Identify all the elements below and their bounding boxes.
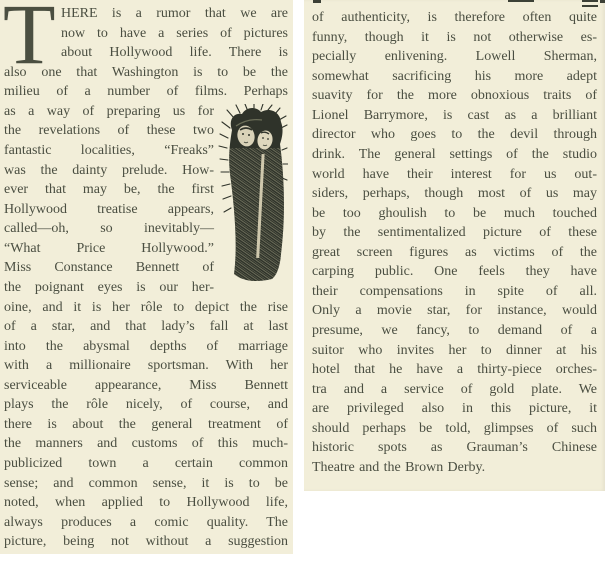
text-line: presume, we fancy, to demand of a [312, 323, 597, 338]
text-line: Miss Constance Bennett of [4, 260, 214, 276]
two-figures-illustration [218, 104, 288, 294]
text-line: carping public. One feels they have [312, 264, 597, 280]
text-line: funny, though it is not otherwise es- [312, 29, 597, 45]
text-line: hotel that he have a thirty-piece orches- [312, 362, 597, 378]
text-line: by the sentimentalized picture of these [312, 225, 597, 241]
text-line: now to have a series of pictures [61, 25, 288, 41]
text-line: the manners and customs of this much- [4, 436, 288, 452]
drop-cap [3, 0, 61, 82]
text-line: plays the rôle nicely, of course, and [4, 397, 288, 413]
text-line: serviceable appearance, Miss Bennett [4, 377, 288, 393]
text-line: into the abysmal depths of marriage [4, 338, 288, 354]
woodcut-illustration-svg [218, 104, 288, 284]
text-line: always produces a comic quality. The [4, 514, 288, 530]
text-line: “What Price Hollywood.” [4, 240, 214, 256]
text-line: Lionel Barrymore, is cast as a brilliant [312, 107, 597, 123]
cropped-text-remnant [582, 0, 598, 2]
text-line: great screen figures as victims of the [312, 244, 597, 260]
text-line: drink. The general settings of the studio [312, 146, 597, 162]
text-line: with a millionaire sportsman. With her [4, 358, 288, 374]
text-line: called—oh, so inevitably— [4, 221, 214, 237]
text-line: HERE is a rumor that we are [61, 6, 288, 21]
text-line: picture, being not without a suggestion [4, 534, 288, 550]
text-wrap-section [4, 102, 288, 298]
text-line: there is about the general treatment of [4, 416, 288, 432]
text-line: the poignant eyes is our her- [4, 279, 214, 295]
right-column [304, 0, 605, 491]
text-line: noted, when applied to Hollywood life, [4, 495, 288, 511]
cropped-text-remnant [313, 0, 321, 3]
text-line: are privileged also in this picture, it [312, 401, 597, 417]
right-column-lines [312, 8, 597, 478]
text-line: pecially enlivening. Lowell Sherman, [312, 49, 597, 65]
text-line: Hollywood treatise appears, [4, 201, 214, 217]
text-line: sense; and common sense, it is to be [4, 475, 288, 491]
text-line: milieu of a number of films. Perhaps [4, 84, 288, 100]
text-line: tra and a service of gold plate. We [312, 381, 597, 397]
text-line: the revelations of these two [4, 123, 214, 139]
text-line: somewhat sacrificing his more adept [312, 68, 597, 84]
text-line: should perhaps be told, glimpses of such [312, 420, 597, 436]
cropped-text-remnant [600, 0, 605, 3]
left-full-lines-lower [4, 298, 288, 552]
text-line: fantastic localities, “Freaks” [4, 142, 214, 158]
drop-cap-letter: T [3, 0, 56, 82]
text-line: suitor who invites her to dinner at his [312, 342, 597, 358]
text-line: oine, and it is her rôle to depict the rise [4, 299, 288, 315]
text-line: about Hollywood life. There is [61, 45, 288, 61]
text-line: was the dainty prelude. How- [4, 162, 214, 178]
text-line: of authenticity, is therefore often quite [312, 10, 597, 25]
cropped-text-remnant [582, 5, 598, 7]
text-line: siders, perhaps, though most of us may [312, 186, 597, 202]
text-line: historic spots as Grauman’s Chinese [312, 440, 597, 456]
text-line: ever that may be, the first [4, 182, 214, 198]
text-line: publicized town a certain common [4, 456, 288, 471]
text-line: Theatre and the Brown Derby. [312, 459, 486, 475]
text-line: also one that Washington is to be the [4, 64, 288, 80]
text-line: suavity for the more obnoxious traits of [312, 88, 597, 104]
text-line: as a way of preparing us for [4, 103, 214, 119]
text-line: world have their interest for us out- [312, 166, 597, 182]
left-column [0, 0, 293, 554]
text-line: be too ghoulish to be much touched [312, 205, 597, 221]
text-line: director who goes to the devil through [312, 127, 597, 143]
cropped-text-remnant [508, 0, 534, 2]
text-line: of a star, and that lady’s fall at last [4, 319, 288, 335]
text-line: their compensations in spite of all. [312, 283, 597, 299]
text-line: Only a movie star, for instance, would [312, 303, 597, 319]
